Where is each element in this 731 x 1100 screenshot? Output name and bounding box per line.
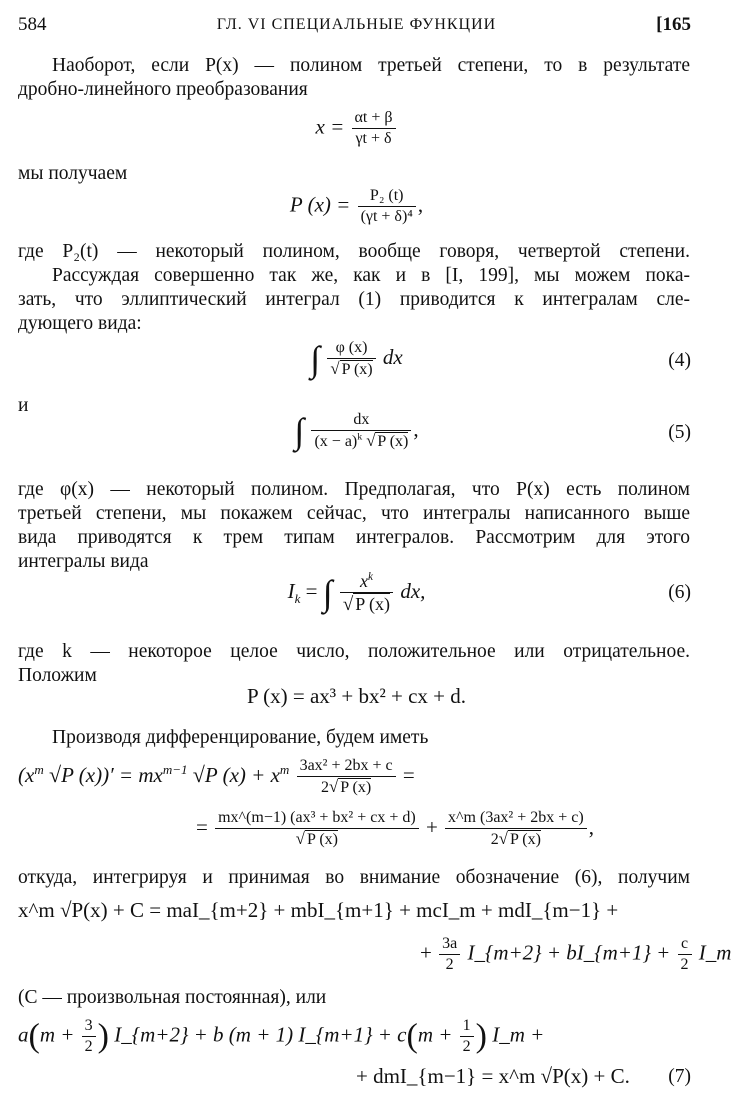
math-text: P (x))′ = mx bbox=[61, 762, 163, 787]
equation-7-continued: + dmI_{m−1} = x^m √P(x) + C. bbox=[356, 1064, 630, 1088]
equation-number: (7) bbox=[668, 1066, 691, 1087]
math-text: I_m bbox=[698, 940, 731, 965]
equation-number: (4) bbox=[668, 350, 691, 371]
integral-sign: ∫ bbox=[310, 339, 321, 379]
math-numerator: 1 bbox=[460, 1016, 474, 1037]
math-text: = bbox=[196, 814, 208, 839]
equation-derivative: ($x^m$ √P $(x))' = mx^{m-1}$ √P $(x) + x^m$ $\frac{\text{3ax² + 2bx + c}}{2√ P (x)}$ = bbox=[18, 757, 415, 796]
math-sub: k bbox=[294, 591, 301, 606]
math-sup: k bbox=[357, 431, 363, 443]
math-text: I_{m+2} + bI_{m+1} + bbox=[467, 940, 671, 965]
equation-derivative-continued: = $\frac{\text{mx\textasciicircum{}(m−1) (ax³ + bx² + cx + d)}}{√ P (x)}$ + $\frac{\text{x\textasciicircum{}m (3ax² + 2bx + c)}}{2√ P (x)}$ , bbox=[196, 809, 594, 848]
math-numerator: 3a bbox=[439, 934, 460, 955]
equation-6: $I_k$ = ∫ $\frac{x^k}{√ P (x)}$ dx, bbox=[287, 571, 426, 615]
math-numerator: x bbox=[359, 571, 368, 591]
equation-cubic: P (x) = ax³ + bx² + cx + d. bbox=[247, 684, 466, 708]
paragraph-line: дующего вида: bbox=[18, 313, 142, 334]
math-sup: k bbox=[367, 571, 373, 583]
math-denominator: (x − a) bbox=[314, 433, 358, 450]
paragraph-line: где φ(x) — некоторый полином. Предполагая, что P(x) есть полином bbox=[18, 479, 690, 500]
paragraph-line: откуда, интегрируя и принимая во внимание обозначение (6), получим bbox=[18, 867, 690, 888]
math-denominator: (γt + δ)⁴ bbox=[360, 208, 413, 225]
paragraph-line: и bbox=[18, 395, 29, 416]
paragraph-line: третьей степени, мы покажем сейчас, что интегралы написанного выше bbox=[18, 503, 690, 524]
math-sup: m−1 bbox=[162, 761, 188, 777]
math-numerator: x^m (3ax² + 2bx + c) bbox=[445, 808, 587, 829]
paragraph-line: где k — некоторое целое число, положительное или отрицательное. bbox=[18, 641, 690, 662]
math-text: a bbox=[18, 1022, 29, 1047]
equation-p-of-x bbox=[0, 186, 713, 227]
math-text: (x bbox=[18, 762, 35, 787]
math-numerator: P₂ (t) bbox=[358, 186, 416, 207]
math-text: + bbox=[420, 940, 432, 965]
section-number: [165 bbox=[656, 14, 691, 35]
math-text: P (x) = bbox=[289, 192, 351, 217]
math-sup: m bbox=[279, 761, 290, 777]
running-head: ГЛ. VI СПЕЦИАЛЬНЫЕ ФУНКЦИИ bbox=[216, 16, 497, 33]
math-numerator: 3ax² + 2bx + c bbox=[297, 756, 396, 777]
page-number: 584 bbox=[18, 14, 47, 35]
paragraph-line: (C — произвольная постоянная), или bbox=[18, 987, 327, 1008]
math-text: + bbox=[425, 814, 438, 839]
math-text: m + bbox=[39, 1022, 75, 1047]
math-denominator: P (x) bbox=[510, 831, 541, 848]
math-numerator: αt + β bbox=[352, 108, 396, 129]
equation-number: (6) bbox=[668, 582, 691, 603]
math-denominator: γt + δ bbox=[355, 130, 392, 147]
paragraph-line: вида приводятся к трем типам интегралов. Рассмотрим для этого bbox=[18, 527, 690, 548]
math-text: = bbox=[305, 578, 318, 603]
paragraph-line: Рассуждая совершенно так же, как и в [I, 199], мы можем пока- bbox=[52, 265, 690, 286]
math-text: I bbox=[287, 578, 295, 603]
math-text: , bbox=[588, 814, 594, 839]
math-denominator: 2 bbox=[84, 1038, 93, 1055]
paragraph-line: где P₂(t) — некоторый полином, вообще говоря, четвертой степени. bbox=[18, 241, 690, 262]
math-text: , bbox=[413, 416, 419, 441]
equation-integrated-continued bbox=[420, 934, 731, 975]
math-denominator: P (x) bbox=[355, 594, 391, 614]
math-denominator: P (x) bbox=[377, 433, 409, 450]
math-numerator: mx^(m−1) (ax³ + bx² + cx + d) bbox=[215, 808, 419, 829]
equation-4: ∫ $\frac{\varphi (x)}{√ P (x)}$ dx bbox=[310, 339, 403, 379]
paragraph-line: Положим bbox=[18, 665, 97, 686]
paragraph-line: дробно-линейного преобразования bbox=[18, 79, 308, 100]
math-denominator: 2 bbox=[445, 956, 454, 973]
math-text: I_m + bbox=[492, 1022, 545, 1047]
math-sup: m bbox=[34, 761, 44, 777]
equation-7: a(m + $\frac{3}{2}$ ) I_{m+2} + b (m + 1) I_{m+1} + c(m + $\frac{1}{2}$ ) I_m + bbox=[18, 1017, 545, 1055]
math-text: dx bbox=[382, 344, 403, 369]
paragraph-line: Производя дифференцирование, будем иметь bbox=[52, 727, 429, 748]
math-denominator: P (x) bbox=[307, 831, 338, 848]
math-text: m + bbox=[417, 1022, 453, 1047]
integral-sign: ∫ bbox=[322, 573, 333, 613]
math-numerator: 3 bbox=[82, 1016, 96, 1037]
math-denominator: P (x) bbox=[341, 361, 373, 378]
math-denominator: P (x) bbox=[340, 779, 372, 796]
math-text: = bbox=[402, 762, 415, 787]
math-text: dx, bbox=[400, 578, 426, 603]
paragraph-line: интегралы вида bbox=[18, 551, 149, 572]
math-text: P (x) + x bbox=[204, 762, 280, 787]
math-text: x = bbox=[315, 114, 345, 139]
equation-fractional-linear bbox=[0, 108, 713, 149]
equation-5: ∫ $\frac{dx}{(x - a)^k √ P (x)}$ , bbox=[294, 411, 419, 451]
math-text: I_{m+2} + b (m + 1) I_{m+1} + c bbox=[114, 1022, 407, 1047]
paragraph-line: зать, что эллиптический интеграл (1) приводится к интегралам сле- bbox=[18, 289, 690, 310]
math-numerator: c bbox=[678, 934, 692, 955]
math-text: , bbox=[417, 192, 424, 217]
math-numerator: dx bbox=[311, 410, 411, 431]
math-denominator: 2 bbox=[462, 1038, 471, 1055]
paragraph-line: мы получаем bbox=[18, 163, 128, 184]
equation-integrated: x^m √P(x) + C = maI_{m+2} + mbI_{m+1} + mcI_m + mdI_{m−1} + bbox=[18, 898, 619, 922]
math-denominator: 2 bbox=[490, 831, 499, 848]
integral-sign: ∫ bbox=[294, 411, 305, 451]
math-numerator: φ (x) bbox=[327, 338, 375, 359]
math-denominator: 2 bbox=[680, 956, 689, 973]
equation-number: (5) bbox=[668, 422, 691, 443]
paragraph-line: Наоборот, если P(x) — полином третьей степени, то в результате bbox=[52, 55, 690, 76]
math-denominator: 2 bbox=[320, 779, 329, 796]
